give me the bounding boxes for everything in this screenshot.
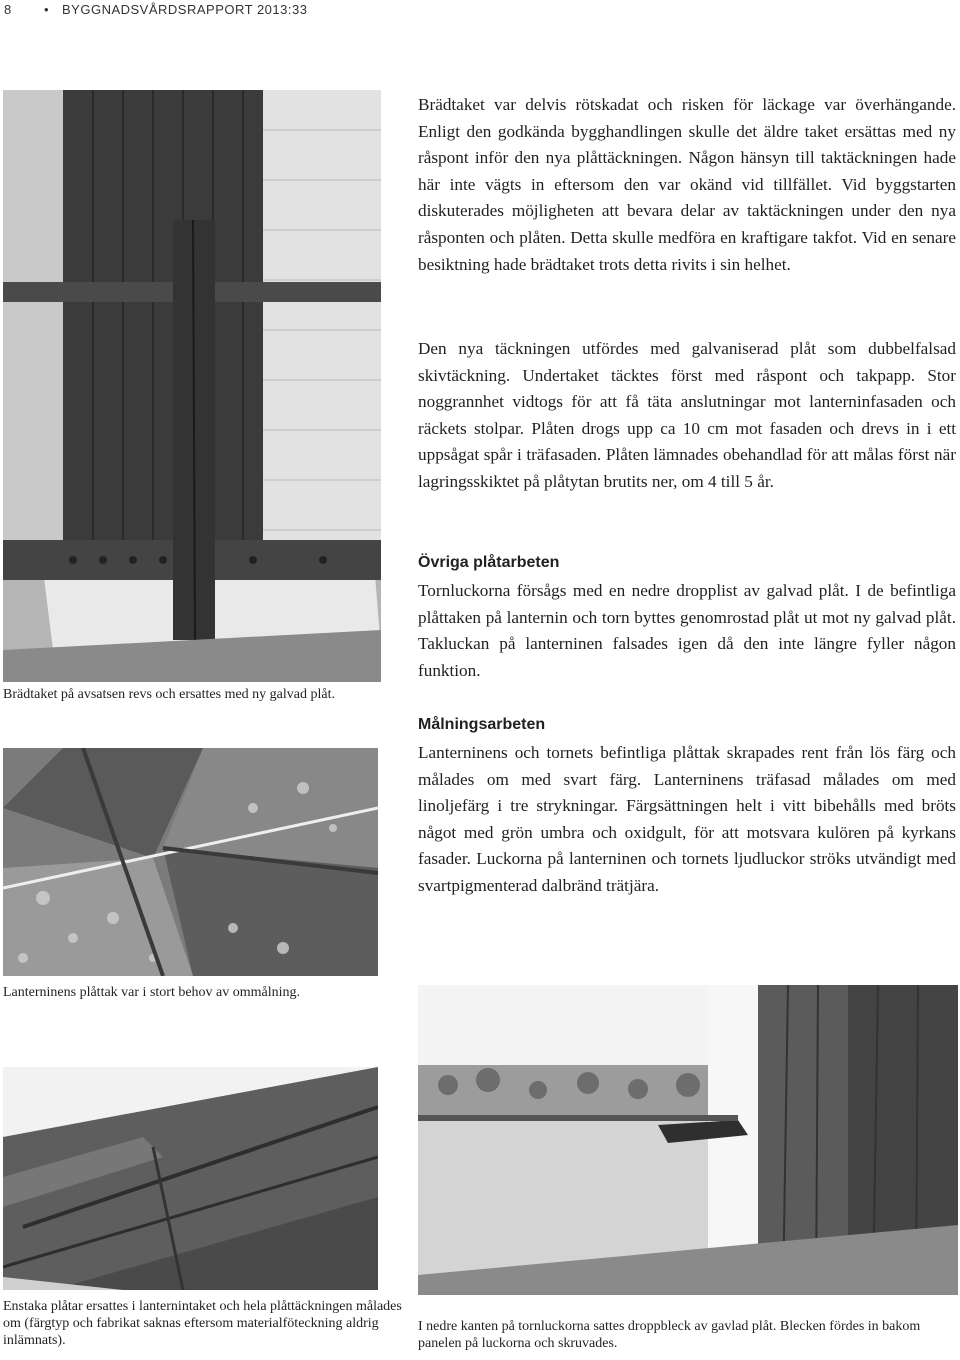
photo-drip-flashing (418, 985, 958, 1295)
paragraph-text: Lanterninens och tornets befintliga plåttak skrapades rent från lös färg och målades om med svart färg. Lanterninens träfasad målades om med linoljefärg i tre strykningar. Färgsättningen helt i vitt bibehålls med bröts något med grön umbra och oxidgult, för att motsvara kulören på kyrkans fasader. Luckorna på lanterninen och tornets ljudluckor ströks utvändigt med svartpigmenterad dalbränd trätjära. (418, 743, 956, 895)
photo-lantern-roof-image (3, 748, 378, 976)
paragraph-text: Tornluckorna försågs med en nedre dropplist av galvad plåt. I de befintliga plåttaken på lanternin och torn byttes genomrostad plåt ut mot ny galvad plåt. Takluckan på lanterninen falsades igen då den inte längre fyller någon funktion. (418, 581, 956, 680)
photo-lantern-roof (3, 748, 378, 976)
paragraph-text: Den nya täckningen utfördes med galvaniserad plåt som dubbelfalsad skivtäckning. Undertaket täcktes först med råspont och takpapp. Stor noggrannhet vidtogs för att få täta anslutningar mot lanterninfasaden och räckets stolpar. Plåten drogs upp ca 10 cm mot fasaden och drevs in i ett uppsågat spår i träfasaden. Plåten lämnades obehandlad för att målas först när lagringsskiktet på plåtytan brutits ner, om 4 till 5 år. (418, 339, 956, 491)
section-text-painting (418, 740, 956, 900)
section-heading-painting: Målningsarbeten (418, 716, 546, 733)
photo-board-roof (3, 90, 381, 682)
photo-board-roof-caption: Brädtaket på avsatsen revs och ersattes med ny galvad plåt. (3, 687, 335, 702)
paragraph-text: Brädtaket var delvis rötskadat och risken för läckage var överhängande. Enligt den godkända bygghandlingen skulle det äldre taket ersättas med ny råspont inför den nya plåttäckningen. Någon hänsyn till taktäckningen hade här inte vägts in eftersom den var okänd vid tillfället. Vid byggstarten diskuterades möjligheten att bevara delar av taktäckningen under den nya råsponten och plåten. Detta skulle medföra en kraftigare takfot. Vid en senare besiktning hade brädtaket trots detta rivits i sin helhet. (418, 95, 956, 274)
photo-replaced-sheets-image (3, 1067, 378, 1290)
page-number: 8 (4, 2, 12, 17)
section-heading-plate-work: Övriga plåtarbeten (418, 554, 560, 571)
body-paragraph-2 (418, 336, 956, 496)
photo-drip-flashing-image (418, 985, 958, 1295)
body-paragraph-1 (418, 92, 956, 278)
report-title: BYGGNADSVÅRDSRAPPORT 2013:33 (62, 2, 308, 17)
section-text-plate-work (418, 578, 956, 684)
photo-drip-flashing-caption: I nedre kanten på tornluckorna sattes droppbleck av gavlad plåt. Blecken fördes in bakom panelen på luckorna och skruvades. (418, 1319, 921, 1351)
page-header (0, 0, 960, 26)
photo-replaced-sheets-caption: Enstaka plåtar ersattes i lanternintaket och hela plåttäckningen målades om (färgtyp och fabrikat saknas eftersom materialföteckning aldrig inlämnats). (3, 1299, 402, 1348)
photo-lantern-roof-caption: Lanterninens plåttak var i stort behov av ommålning. (3, 985, 301, 1000)
header-separator: • (44, 2, 50, 17)
photo-replaced-sheets (3, 1067, 378, 1290)
photo-board-roof-image (3, 90, 381, 682)
